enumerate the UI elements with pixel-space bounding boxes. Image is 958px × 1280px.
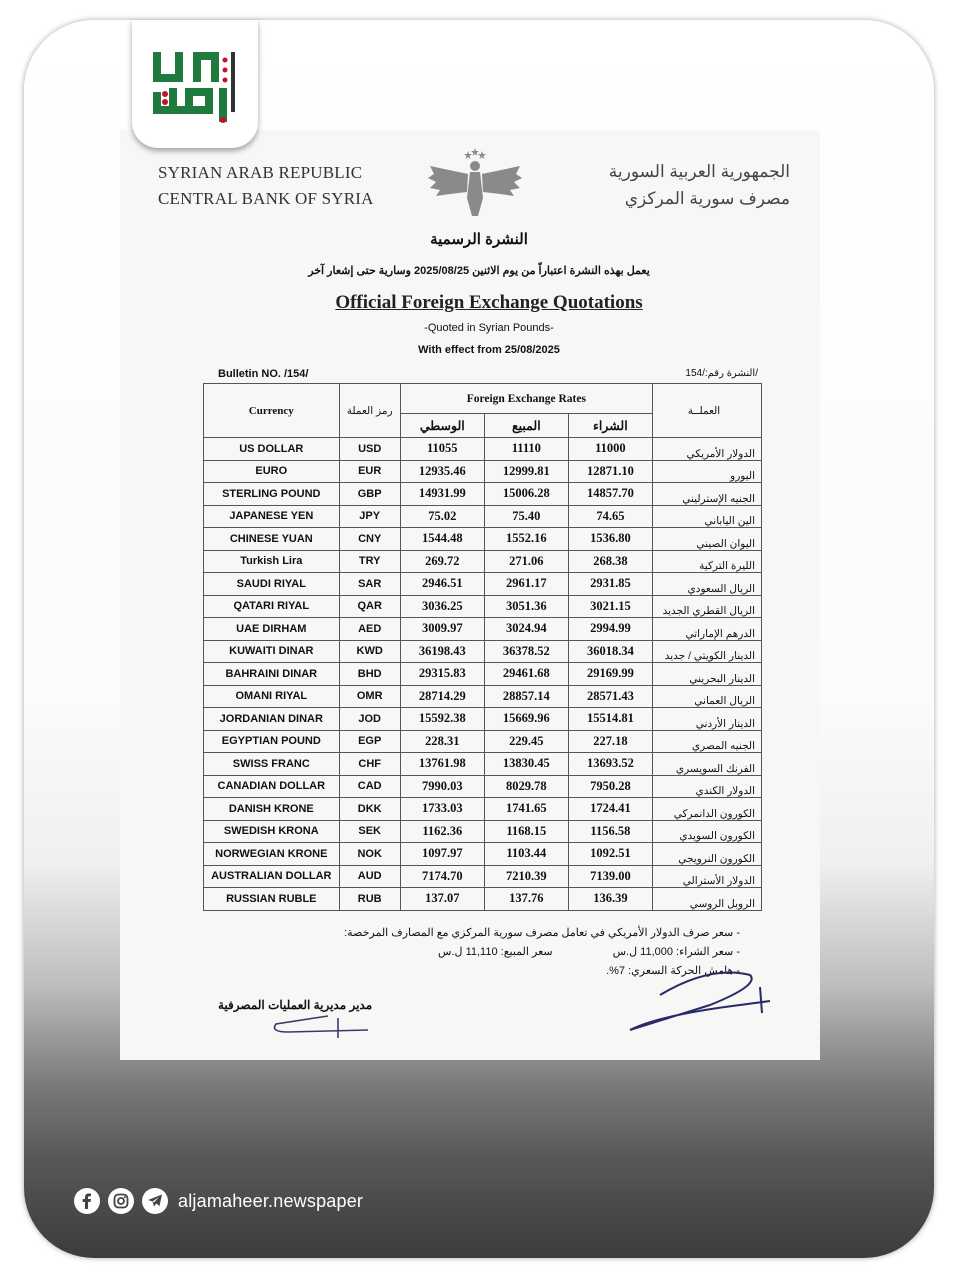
sell-rate: 229.45 <box>484 730 568 753</box>
currency-code: BHD <box>339 663 400 686</box>
currency-name: SWEDISH KRONA <box>204 820 340 843</box>
sell-rate: 11110 <box>484 438 568 461</box>
currency-code: JOD <box>339 708 400 731</box>
currency-code: TRY <box>339 550 400 573</box>
mid-rate: 13761.98 <box>400 753 484 776</box>
currency-name: NORWEGIAN KRONE <box>204 843 340 866</box>
currency-code: CAD <box>339 775 400 798</box>
bulletin-number-en: Bulletin NO. /154/ <box>218 368 309 380</box>
currency-name: EGYPTIAN POUND <box>204 730 340 753</box>
currency-name: JORDANIAN DINAR <box>204 708 340 731</box>
sell-rate: 3051.36 <box>484 595 568 618</box>
signatory-title: مدير مديرية العمليات المصرفية <box>218 998 373 1012</box>
currency-name: JAPANESE YEN <box>204 505 340 528</box>
buy-rate: 2994.99 <box>568 618 652 641</box>
currency-code: SAR <box>339 573 400 596</box>
bulletin-title-en: Official Foreign Exchange Quotations <box>335 292 643 313</box>
signature-left <box>268 1010 378 1040</box>
header-currency-ar: العملــة <box>652 384 761 438</box>
currency-code: OMR <box>339 685 400 708</box>
buy-rate: 12871.10 <box>568 460 652 483</box>
buy-rate: 1092.51 <box>568 843 652 866</box>
currency-name-ar: الكورون الدانمركي <box>652 798 761 821</box>
effective-date: With effect from 25/08/2025 <box>418 344 560 356</box>
mid-rate: 28714.29 <box>400 685 484 708</box>
buy-rate: 13693.52 <box>568 753 652 776</box>
currency-code: EGP <box>339 730 400 753</box>
header-bank-en: CENTRAL BANK OF SYRIA <box>158 189 374 208</box>
mid-rate: 7990.03 <box>400 775 484 798</box>
table-row <box>204 775 762 798</box>
sell-rate: 8029.78 <box>484 775 568 798</box>
quoted-note: -Quoted in Syrian Pounds- <box>424 322 554 334</box>
header-buy-ar: الشراء <box>568 414 652 438</box>
currency-name-ar: الفرنك السويسري <box>652 753 761 776</box>
currency-name-ar: اليورو <box>652 460 761 483</box>
currency-code: CNY <box>339 528 400 551</box>
table-row <box>204 483 762 506</box>
currency-name: QATARI RIYAL <box>204 595 340 618</box>
currency-code: EUR <box>339 460 400 483</box>
sell-rate: 12999.81 <box>484 460 568 483</box>
mid-rate: 15592.38 <box>400 708 484 731</box>
table-row <box>204 888 762 911</box>
header-mid-ar: الوسطي <box>400 414 484 438</box>
table-row <box>204 505 762 528</box>
buy-rate: 74.65 <box>568 505 652 528</box>
currency-name: DANISH KRONE <box>204 798 340 821</box>
sell-rate: 75.40 <box>484 505 568 528</box>
currency-name: CHINESE YUAN <box>204 528 340 551</box>
currency-name: Turkish Lira <box>204 550 340 573</box>
currency-name-ar: الدينار الأردني <box>652 708 761 731</box>
currency-name-ar: الكورون النرويجي <box>652 843 761 866</box>
sell-rate: 7210.39 <box>484 865 568 888</box>
table-row <box>204 550 762 573</box>
telegram-icon[interactable] <box>142 1188 168 1214</box>
table-row <box>204 708 762 731</box>
currency-name: EURO <box>204 460 340 483</box>
currency-name-ar: الجنيه المصري <box>652 730 761 753</box>
buy-rate: 36018.34 <box>568 640 652 663</box>
currency-name: CANADIAN DOLLAR <box>204 775 340 798</box>
currency-name: RUSSIAN RUBLE <box>204 888 340 911</box>
header-en <box>158 160 374 212</box>
header-republic-ar: الجمهورية العربية السورية <box>608 162 790 181</box>
mid-rate: 14931.99 <box>400 483 484 506</box>
mid-rate: 1097.97 <box>400 843 484 866</box>
mid-rate: 1544.48 <box>400 528 484 551</box>
buy-rate: 15514.81 <box>568 708 652 731</box>
header-ar <box>580 158 790 212</box>
sell-rate: 28857.14 <box>484 685 568 708</box>
sell-rate: 3024.94 <box>484 618 568 641</box>
sell-rate: 1168.15 <box>484 820 568 843</box>
mid-rate: 1733.03 <box>400 798 484 821</box>
sell-rate: 1552.16 <box>484 528 568 551</box>
table-row <box>204 843 762 866</box>
currency-code: DKK <box>339 798 400 821</box>
table-row <box>204 438 762 461</box>
brand-logo-tab <box>132 20 258 148</box>
mid-rate: 269.72 <box>400 550 484 573</box>
buy-rate: 11000 <box>568 438 652 461</box>
table-row <box>204 685 762 708</box>
table-row <box>204 640 762 663</box>
currency-code: JPY <box>339 505 400 528</box>
currency-name-ar: الدولار الكندي <box>652 775 761 798</box>
buy-rate: 227.18 <box>568 730 652 753</box>
currency-code: KWD <box>339 640 400 663</box>
mid-rate: 137.07 <box>400 888 484 911</box>
currency-name-ar: الدولار الأمريكي <box>652 438 761 461</box>
buy-rate: 3021.15 <box>568 595 652 618</box>
table-row <box>204 528 762 551</box>
currency-name-ar: الدينار البحريني <box>652 663 761 686</box>
buy-rate: 29169.99 <box>568 663 652 686</box>
sell-rate: 15006.28 <box>484 483 568 506</box>
currency-name: UAE DIRHAM <box>204 618 340 641</box>
signature-right <box>620 965 780 1035</box>
buy-rate: 28571.43 <box>568 685 652 708</box>
buy-rate: 7139.00 <box>568 865 652 888</box>
sell-rate: 36378.52 <box>484 640 568 663</box>
header-code-ar: رمز العملة <box>339 384 400 438</box>
currency-name-ar: الريال السعودي <box>652 573 761 596</box>
note-margin: - هامش الحركة السعري: 7%. <box>300 962 740 981</box>
currency-name-ar: الدينار الكويتي / جديد <box>652 640 761 663</box>
bulletin-number-ar: النشرة رقم:/154/ <box>685 368 758 379</box>
bulletin-subtitle-ar: يعمل بهذه النشرة اعتباراً من يوم الاثنين 2025/08/25 وسارية حتى إشعار آخر <box>308 265 650 277</box>
sell-rate: 137.76 <box>484 888 568 911</box>
table-row <box>204 798 762 821</box>
buy-rate: 14857.70 <box>568 483 652 506</box>
currency-name: US DOLLAR <box>204 438 340 461</box>
mid-rate: 1162.36 <box>400 820 484 843</box>
currency-code: GBP <box>339 483 400 506</box>
mid-rate: 36198.43 <box>400 640 484 663</box>
currency-name-ar: الدولار الأسترالي <box>652 865 761 888</box>
header-currency: Currency <box>204 384 340 438</box>
aljamaheer-logo <box>145 44 245 124</box>
footer-handle[interactable]: aljamaheer.newspaper <box>178 1190 364 1211</box>
table-row <box>204 865 762 888</box>
table-row <box>204 595 762 618</box>
bulletin-title-ar: النشرة الرسمية <box>430 231 528 248</box>
mid-rate: 75.02 <box>400 505 484 528</box>
note-intro: - سعر صرف الدولار الأمريكي في تعامل مصرف سورية المركزي مع المصارف المرخصة: <box>300 924 740 943</box>
buy-rate: 1724.41 <box>568 798 652 821</box>
table-row <box>204 460 762 483</box>
instagram-icon[interactable] <box>108 1188 134 1214</box>
currency-code: AED <box>339 618 400 641</box>
currency-name-ar: الين الياباني <box>652 505 761 528</box>
sell-rate: 29461.68 <box>484 663 568 686</box>
table-row <box>204 730 762 753</box>
buy-rate: 1156.58 <box>568 820 652 843</box>
mid-rate: 29315.83 <box>400 663 484 686</box>
sell-rate: 2961.17 <box>484 573 568 596</box>
mid-rate: 228.31 <box>400 730 484 753</box>
currency-name-ar: الريال القطري الجديد <box>652 595 761 618</box>
note-buy: سعر الشراء: 11,000 ل.س <box>612 946 734 958</box>
currency-name: STERLING POUND <box>204 483 340 506</box>
note-sell: سعر المبيع: 11,110 ل.س <box>438 946 553 958</box>
mid-rate: 11055 <box>400 438 484 461</box>
table-row <box>204 618 762 641</box>
buy-rate: 268.38 <box>568 550 652 573</box>
currency-name-ar: الكورون السويدي <box>652 820 761 843</box>
currency-name: SAUDI RIYAL <box>204 573 340 596</box>
table-row <box>204 753 762 776</box>
mid-rate: 12935.46 <box>400 460 484 483</box>
currency-name: AUSTRALIAN DOLLAR <box>204 865 340 888</box>
currency-name-ar: الدرهم الإماراتي <box>652 618 761 641</box>
table-row <box>204 573 762 596</box>
currency-name: BAHRAINI DINAR <box>204 663 340 686</box>
header-rates-group: Foreign Exchange Rates <box>400 384 652 414</box>
currency-code: RUB <box>339 888 400 911</box>
sell-rate: 13830.45 <box>484 753 568 776</box>
header-republic-en: SYRIAN ARAB REPUBLIC <box>158 163 363 182</box>
sell-rate: 271.06 <box>484 550 568 573</box>
currency-name-ar: الريال العماني <box>652 685 761 708</box>
mid-rate: 7174.70 <box>400 865 484 888</box>
buy-rate: 1536.80 <box>568 528 652 551</box>
buy-rate: 2931.85 <box>568 573 652 596</box>
sell-rate: 1103.44 <box>484 843 568 866</box>
mid-rate: 3009.97 <box>400 618 484 641</box>
sell-rate: 15669.96 <box>484 708 568 731</box>
mid-rate: 2946.51 <box>400 573 484 596</box>
currency-code: QAR <box>339 595 400 618</box>
currency-code: NOK <box>339 843 400 866</box>
currency-code: USD <box>339 438 400 461</box>
buy-rate: 7950.28 <box>568 775 652 798</box>
currency-name-ar: اليوان الصيني <box>652 528 761 551</box>
currency-name: OMANI RIYAL <box>204 685 340 708</box>
currency-code: CHF <box>339 753 400 776</box>
social-footer <box>74 1188 363 1214</box>
currency-name-ar: الروبل الروسي <box>652 888 761 911</box>
note-rates <box>300 943 740 962</box>
mid-rate: 3036.25 <box>400 595 484 618</box>
exchange-rates-table <box>203 383 762 911</box>
currency-name-ar: الجنيه الإسترليني <box>652 483 761 506</box>
buy-rate: 136.39 <box>568 888 652 911</box>
table-row <box>204 820 762 843</box>
currency-name: SWISS FRANC <box>204 753 340 776</box>
facebook-icon[interactable] <box>74 1188 100 1214</box>
currency-code: SEK <box>339 820 400 843</box>
header-bank-ar: مصرف سورية المركزي <box>624 189 790 208</box>
sell-rate: 1741.65 <box>484 798 568 821</box>
header-sell-ar: المبيع <box>484 414 568 438</box>
syrian-eagle-emblem <box>420 148 530 220</box>
currency-name-ar: الليرة التركية <box>652 550 761 573</box>
currency-code: AUD <box>339 865 400 888</box>
table-row <box>204 663 762 686</box>
currency-name: KUWAITI DINAR <box>204 640 340 663</box>
